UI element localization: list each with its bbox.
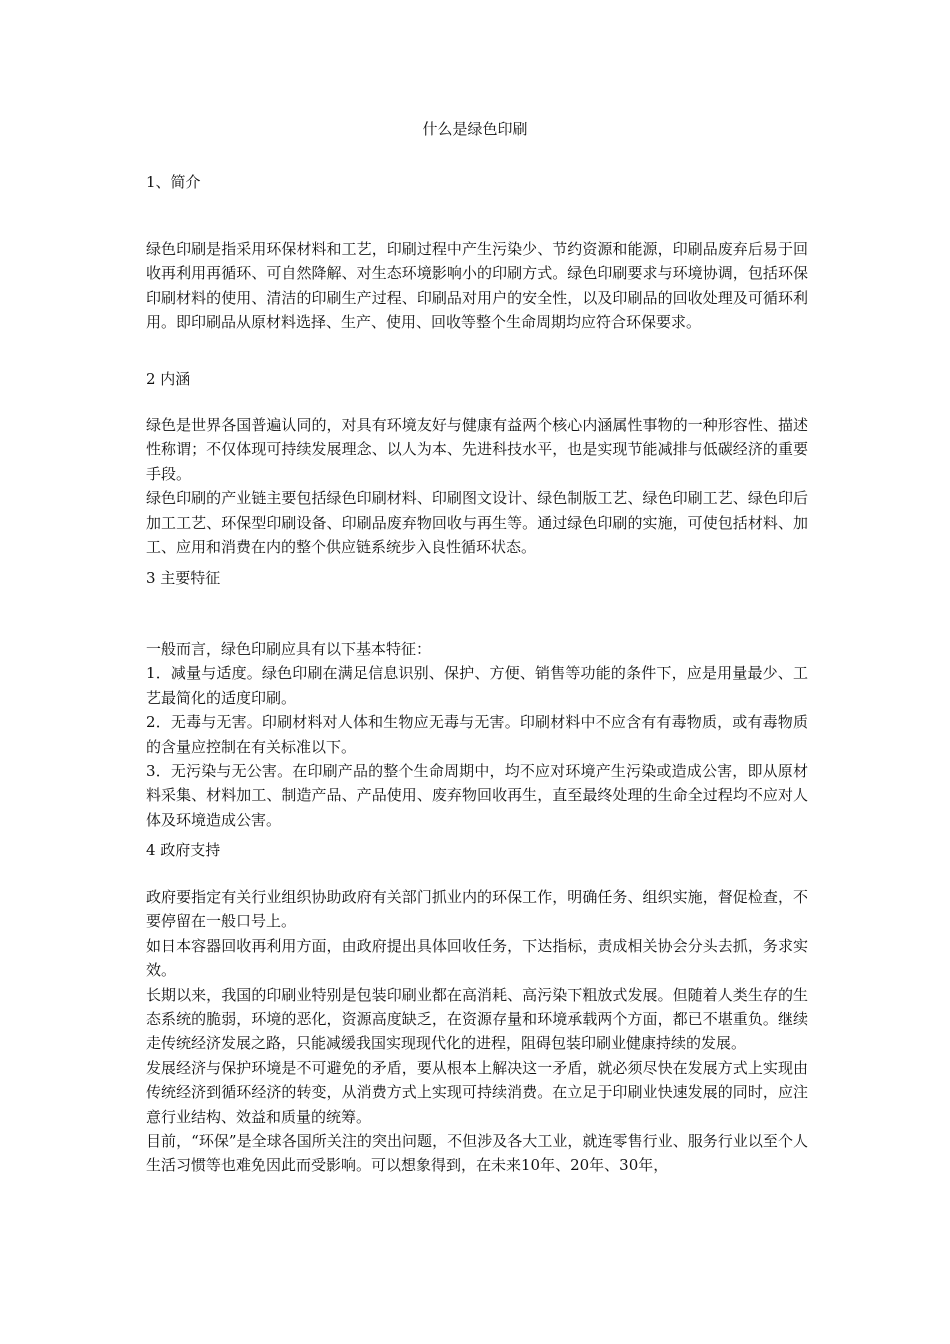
section-body-features <box>146 637 808 832</box>
paragraph: 发展经济与保护环境是不可避免的矛盾，要从根本上解决这一矛盾，就必须尽快在发展方式上实现由传统经济到循环经济的转变，从消费方式上实现可持续消费。在立足于印刷业快速发展的同时，应注意行业结构、效益和质量的统筹。 <box>146 1058 808 1126</box>
paragraph: 政府要指定有关行业组织协助政府有关部门抓业内的环保工作，明确任务、组织实施，督促检查，不要停留在一般口号上。 <box>146 888 808 931</box>
section-heading-intro: 1、简介 <box>146 173 201 191</box>
paragraph: 2．无毒与无害。印刷材料对人体和生物应无毒与无害。印刷材料中不应含有有毒物质，或有毒物质的含量应控制在有关标准以下。 <box>146 713 808 756</box>
section-heading-features: 3 主要特征 <box>146 569 221 587</box>
paragraph: 一般而言，绿色印刷应具有以下基本特征： <box>146 640 432 658</box>
paragraph: 如日本容器回收再利用方面，由政府提出具体回收任务，下达指标，责成相关协会分头去抓，务求实效。 <box>146 936 808 980</box>
section-body-connotation <box>146 413 808 559</box>
document-title: 什么是绿色印刷 <box>422 120 528 138</box>
section-heading-connotation: 2 内涵 <box>146 370 191 388</box>
paragraph: 目前，“环保”是全球各国所关注的突出问题，不但涉及各大工业，就连零售行业、服务行业以至个人生活习惯等也难免因此而受影响。可以想象得到，在未来10年、20年、30年， <box>146 1132 808 1175</box>
section-heading-government: 4 政府支持 <box>146 841 221 859</box>
paragraph: 1．减量与适度。绿色印刷在满足信息识别、保护、方便、销售等功能的条件下，应是用量最少、工艺最简化的适度印刷。 <box>146 664 808 707</box>
paragraph: 绿色印刷是指采用环保材料和工艺，印刷过程中产生污染少、节约资源和能源，印刷品废弃后易于回收再利用再循环、可自然降解、对生态环境影响小的印刷方式。绿色印刷要求与环境协调，包括环保印刷材料的使用、清洁的印刷生产过程、印刷品对用户的安全性，以及印刷品的回收处理及可循环利用。即印刷品从原材料选择、生产、使用、回收等整个生命周期均应符合环保要求。 <box>146 240 808 332</box>
paragraph: 3．无污染与无公害。在印刷产品的整个生命周期中，均不应对环境产生污染或造成公害，即从原材料采集、材料加工、制造产品、产品使用、废弃物回收再生，直至最终处理的生命全过程均不应对人体及环境造成公害。 <box>146 762 808 829</box>
section-body-intro <box>146 237 808 335</box>
paragraph: 绿色印刷的产业链主要包括绿色印刷材料、印刷图文设计、绿色制版工艺、绿色印刷工艺、绿色印后加工工艺、环保型印刷设备、印刷品废弃物回收与再生等。通过绿色印刷的实施，可使包括材料、加工、应用和消费在内的整个供应链系统步入良性循环状态。 <box>146 489 808 557</box>
paragraph: 绿色是世界各国普遍认同的，对具有环境友好与健康有益两个核心内涵属性事物的一种形容性、描述性称谓；不仅体现可持续发展理念、以人为本、先进科技水平，也是实现节能减排与低碳经济的重要手段。 <box>146 416 808 483</box>
section-body-government <box>146 885 808 1178</box>
paragraph: 长期以来，我国的印刷业特别是包装印刷业都在高消耗、高污染下粗放式发展。但随着人类生存的生态系统的脆弱，环境的恶化，资源高度缺乏，在资源存量和环境承载两个方面，都已不堪重负。继续走传统经济发展之路，只能减缓我国实现现代化的进程，阻碍包装印刷业健康持续的发展。 <box>146 985 808 1053</box>
